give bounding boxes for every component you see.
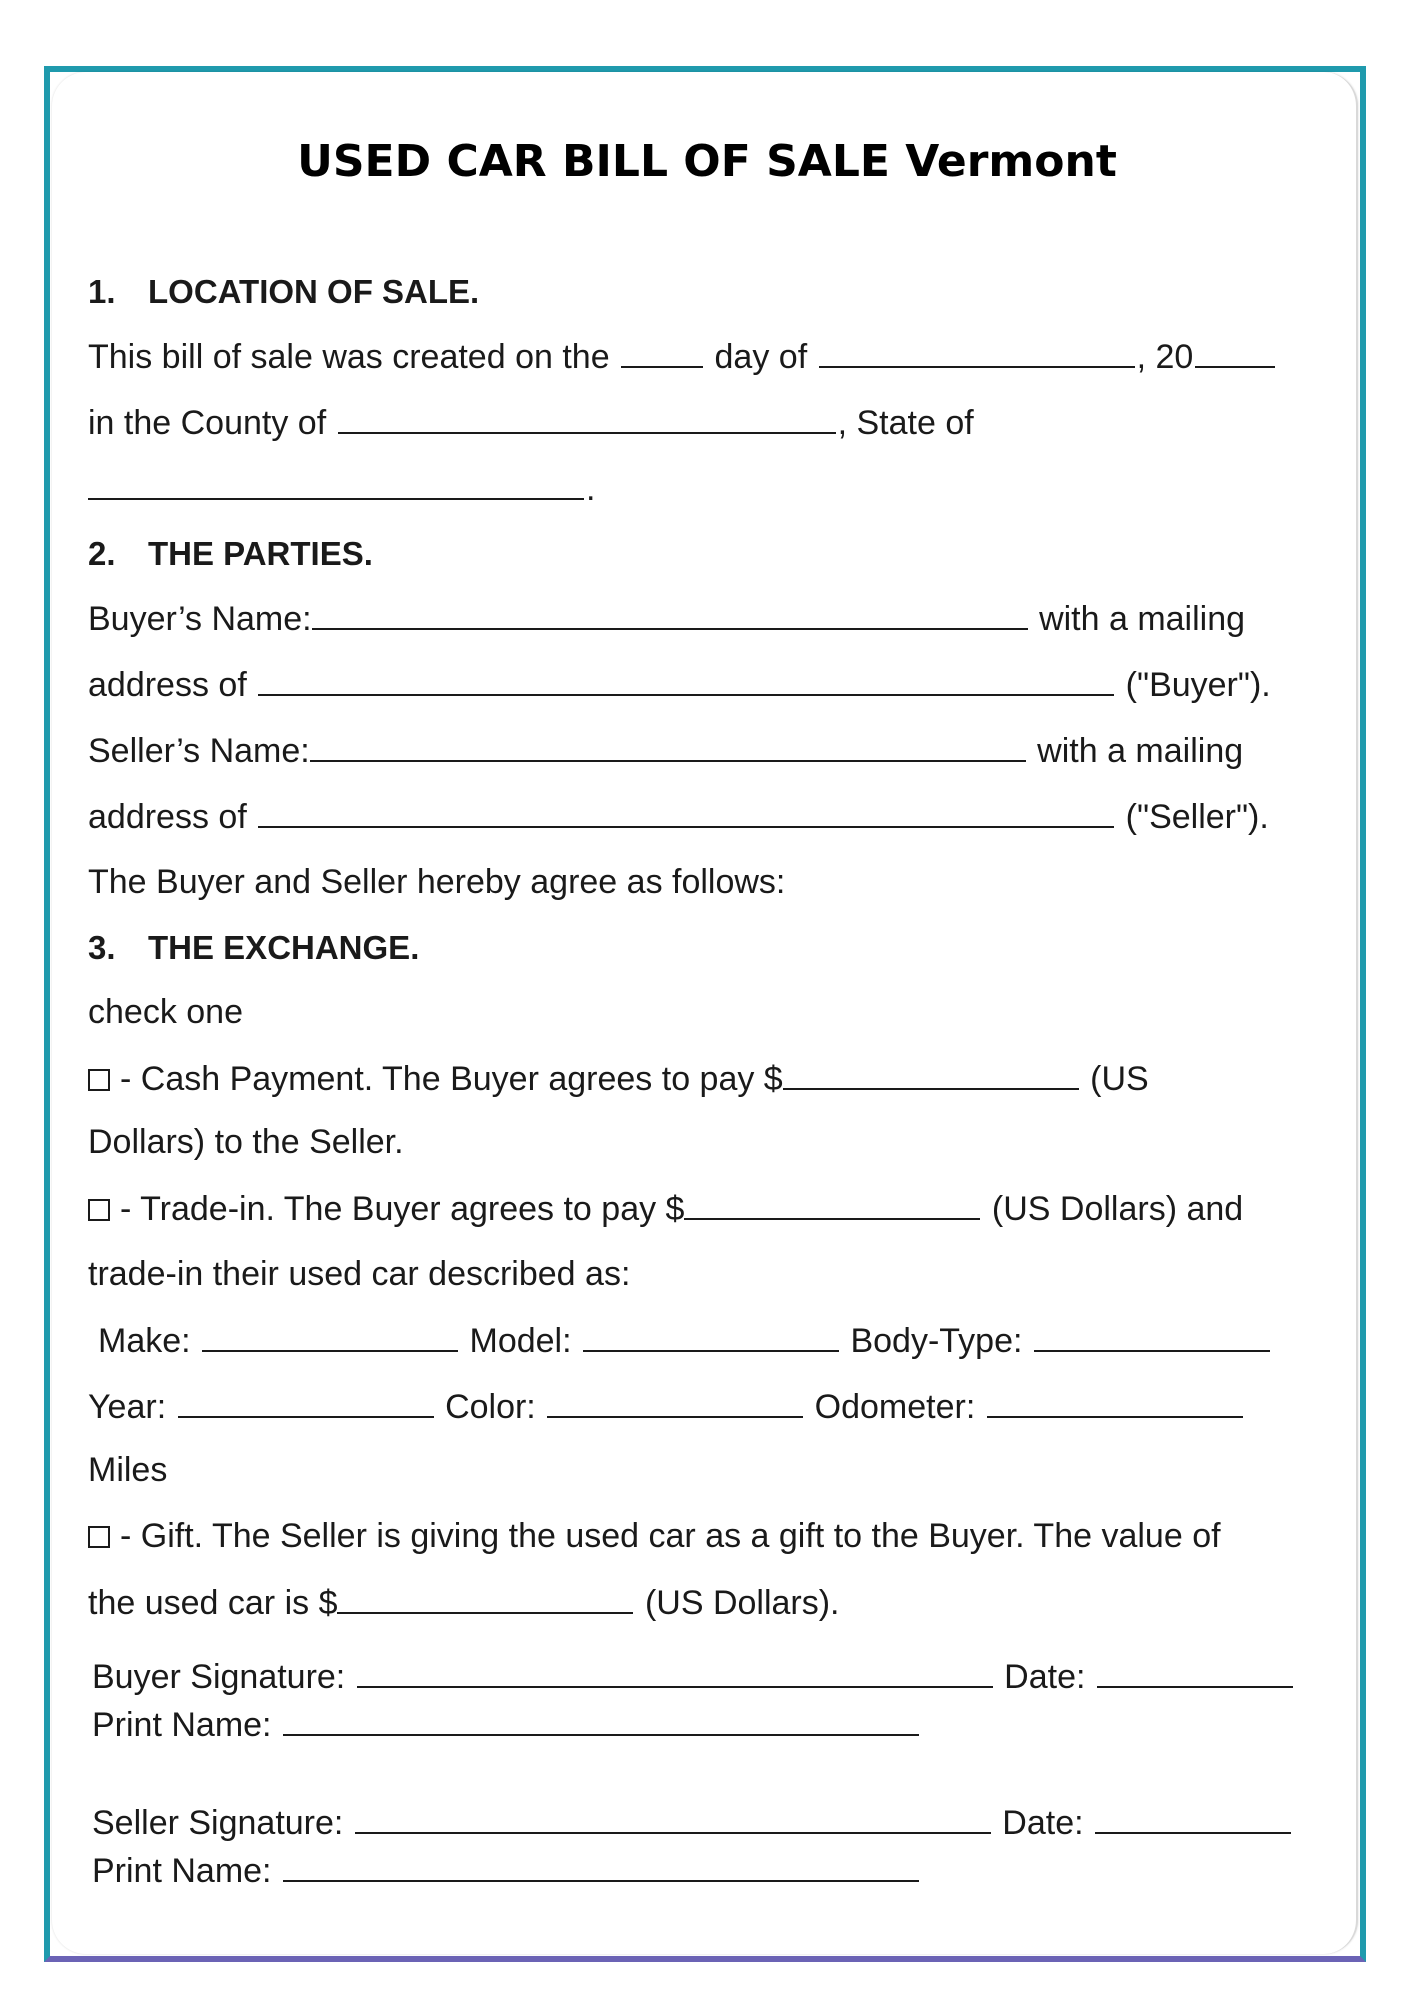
- buyer-print-name-label: Print Name:: [92, 1706, 272, 1744]
- year-field[interactable]: [1195, 336, 1275, 368]
- gift-line-2: [88, 1582, 840, 1623]
- trade-in-checkbox[interactable]: [88, 1199, 110, 1221]
- seller-name-label: Seller’s Name:: [88, 732, 310, 770]
- year-prefix-text: , 20: [1136, 338, 1194, 376]
- vehicle-line-1: [98, 1320, 1272, 1361]
- state-field[interactable]: [88, 468, 584, 500]
- seller-suffix-text: ("Seller").: [1125, 798, 1269, 836]
- address-of-text: address of: [88, 798, 247, 836]
- gift-value-field[interactable]: [337, 1582, 633, 1614]
- agree-line: The Buyer and Seller hereby agree as follows:: [88, 863, 786, 901]
- gift-suffix-text: (US Dollars).: [644, 1584, 840, 1622]
- odometer-label: Odometer:: [814, 1388, 976, 1426]
- seller-print-name-line: [92, 1850, 921, 1891]
- day-of-text: day of: [714, 338, 808, 376]
- color-field[interactable]: [547, 1386, 803, 1418]
- buyer-address-field[interactable]: [258, 664, 1114, 696]
- seller-address-line: [88, 796, 1269, 837]
- miles-text: Miles: [88, 1451, 168, 1489]
- section-number: 3.: [88, 929, 116, 966]
- seller-date-field[interactable]: [1095, 1802, 1291, 1834]
- month-field[interactable]: [819, 336, 1135, 368]
- cash-payment-text: - Cash Payment. The Buyer agrees to pay $: [120, 1060, 783, 1098]
- year-label: Year:: [88, 1388, 167, 1426]
- section-location-heading: [88, 272, 479, 312]
- trade-in-line: [88, 1188, 1243, 1229]
- document-title: USED CAR BILL OF SALE Vermont: [297, 136, 1117, 187]
- gift-checkbox[interactable]: [88, 1526, 110, 1548]
- cash-payment-checkbox[interactable]: [88, 1069, 110, 1091]
- seller-print-name-field[interactable]: [283, 1850, 919, 1882]
- county-text: in the County of: [88, 404, 327, 442]
- cash-amount-field[interactable]: [783, 1058, 1079, 1090]
- buyer-signature-line: [92, 1656, 1295, 1697]
- gift-line: [88, 1516, 1221, 1556]
- trade-suffix-text: (US Dollars) and: [991, 1190, 1244, 1228]
- buyer-print-name-field[interactable]: [283, 1704, 919, 1736]
- section-number: 2.: [88, 535, 116, 572]
- section-number: 1.: [88, 273, 116, 310]
- section-parties-heading: [88, 534, 373, 574]
- location-line-3: [88, 468, 595, 509]
- section-exchange-heading: [88, 928, 419, 968]
- trade-in-text: - Trade-in. The Buyer agrees to pay $: [120, 1190, 685, 1228]
- seller-signature-field[interactable]: [355, 1802, 991, 1834]
- color-label: Color:: [445, 1388, 536, 1426]
- buyer-name-field[interactable]: [312, 598, 1028, 630]
- created-text: This bill of sale was created on the: [88, 338, 610, 376]
- seller-date-label: Date:: [1002, 1804, 1084, 1842]
- trade-amount-field[interactable]: [684, 1188, 980, 1220]
- model-field[interactable]: [583, 1320, 839, 1352]
- buyer-name-line: [88, 598, 1245, 639]
- with-mailing-text: with a mailing: [1037, 732, 1244, 770]
- buyer-signature-field[interactable]: [357, 1656, 993, 1688]
- location-line-2: [88, 402, 974, 443]
- vehicle-year-field[interactable]: [178, 1386, 434, 1418]
- buyer-name-label: Buyer’s Name:: [88, 600, 312, 638]
- buyer-print-name-line: [92, 1704, 921, 1745]
- county-field[interactable]: [338, 402, 836, 434]
- seller-address-field[interactable]: [258, 796, 1114, 828]
- model-label: Model:: [469, 1322, 572, 1360]
- vehicle-line-2: [88, 1386, 1245, 1427]
- buyer-address-line: [88, 664, 1271, 705]
- seller-name-line: [88, 730, 1243, 771]
- location-line-1: [88, 336, 1277, 377]
- buyer-date-label: Date:: [1004, 1658, 1086, 1696]
- buyer-signature-label: Buyer Signature:: [92, 1658, 346, 1696]
- body-type-label: Body-Type:: [850, 1322, 1023, 1360]
- seller-name-field[interactable]: [310, 730, 1026, 762]
- odometer-field[interactable]: [987, 1386, 1243, 1418]
- trade-line-2: trade-in their used car described as:: [88, 1255, 631, 1293]
- make-label: Make:: [98, 1322, 191, 1360]
- cash-suffix-text: (US: [1090, 1060, 1149, 1098]
- check-one-text: check one: [88, 993, 243, 1031]
- cash-payment-line: [88, 1058, 1149, 1099]
- section-title: THE PARTIES.: [148, 535, 373, 572]
- day-field[interactable]: [621, 336, 703, 368]
- with-mailing-text: with a mailing: [1039, 600, 1246, 638]
- seller-signature-line: [92, 1802, 1293, 1843]
- state-of-text: , State of: [837, 404, 974, 442]
- make-field[interactable]: [202, 1320, 458, 1352]
- gift-text: - Gift. The Seller is giving the used car as a gift to the Buyer. The value of: [120, 1517, 1221, 1555]
- period-text: .: [586, 470, 596, 508]
- buyer-date-field[interactable]: [1097, 1656, 1293, 1688]
- section-title: LOCATION OF SALE.: [148, 273, 480, 310]
- body-type-field[interactable]: [1034, 1320, 1270, 1352]
- gift-value-text: the used car is $: [88, 1584, 338, 1622]
- section-title: THE EXCHANGE.: [148, 929, 420, 966]
- seller-signature-label: Seller Signature:: [92, 1804, 344, 1842]
- cash-line-2: Dollars) to the Seller.: [88, 1123, 404, 1161]
- seller-print-name-label: Print Name:: [92, 1852, 272, 1890]
- buyer-suffix-text: ("Buyer").: [1125, 666, 1271, 704]
- address-of-text: address of: [88, 666, 247, 704]
